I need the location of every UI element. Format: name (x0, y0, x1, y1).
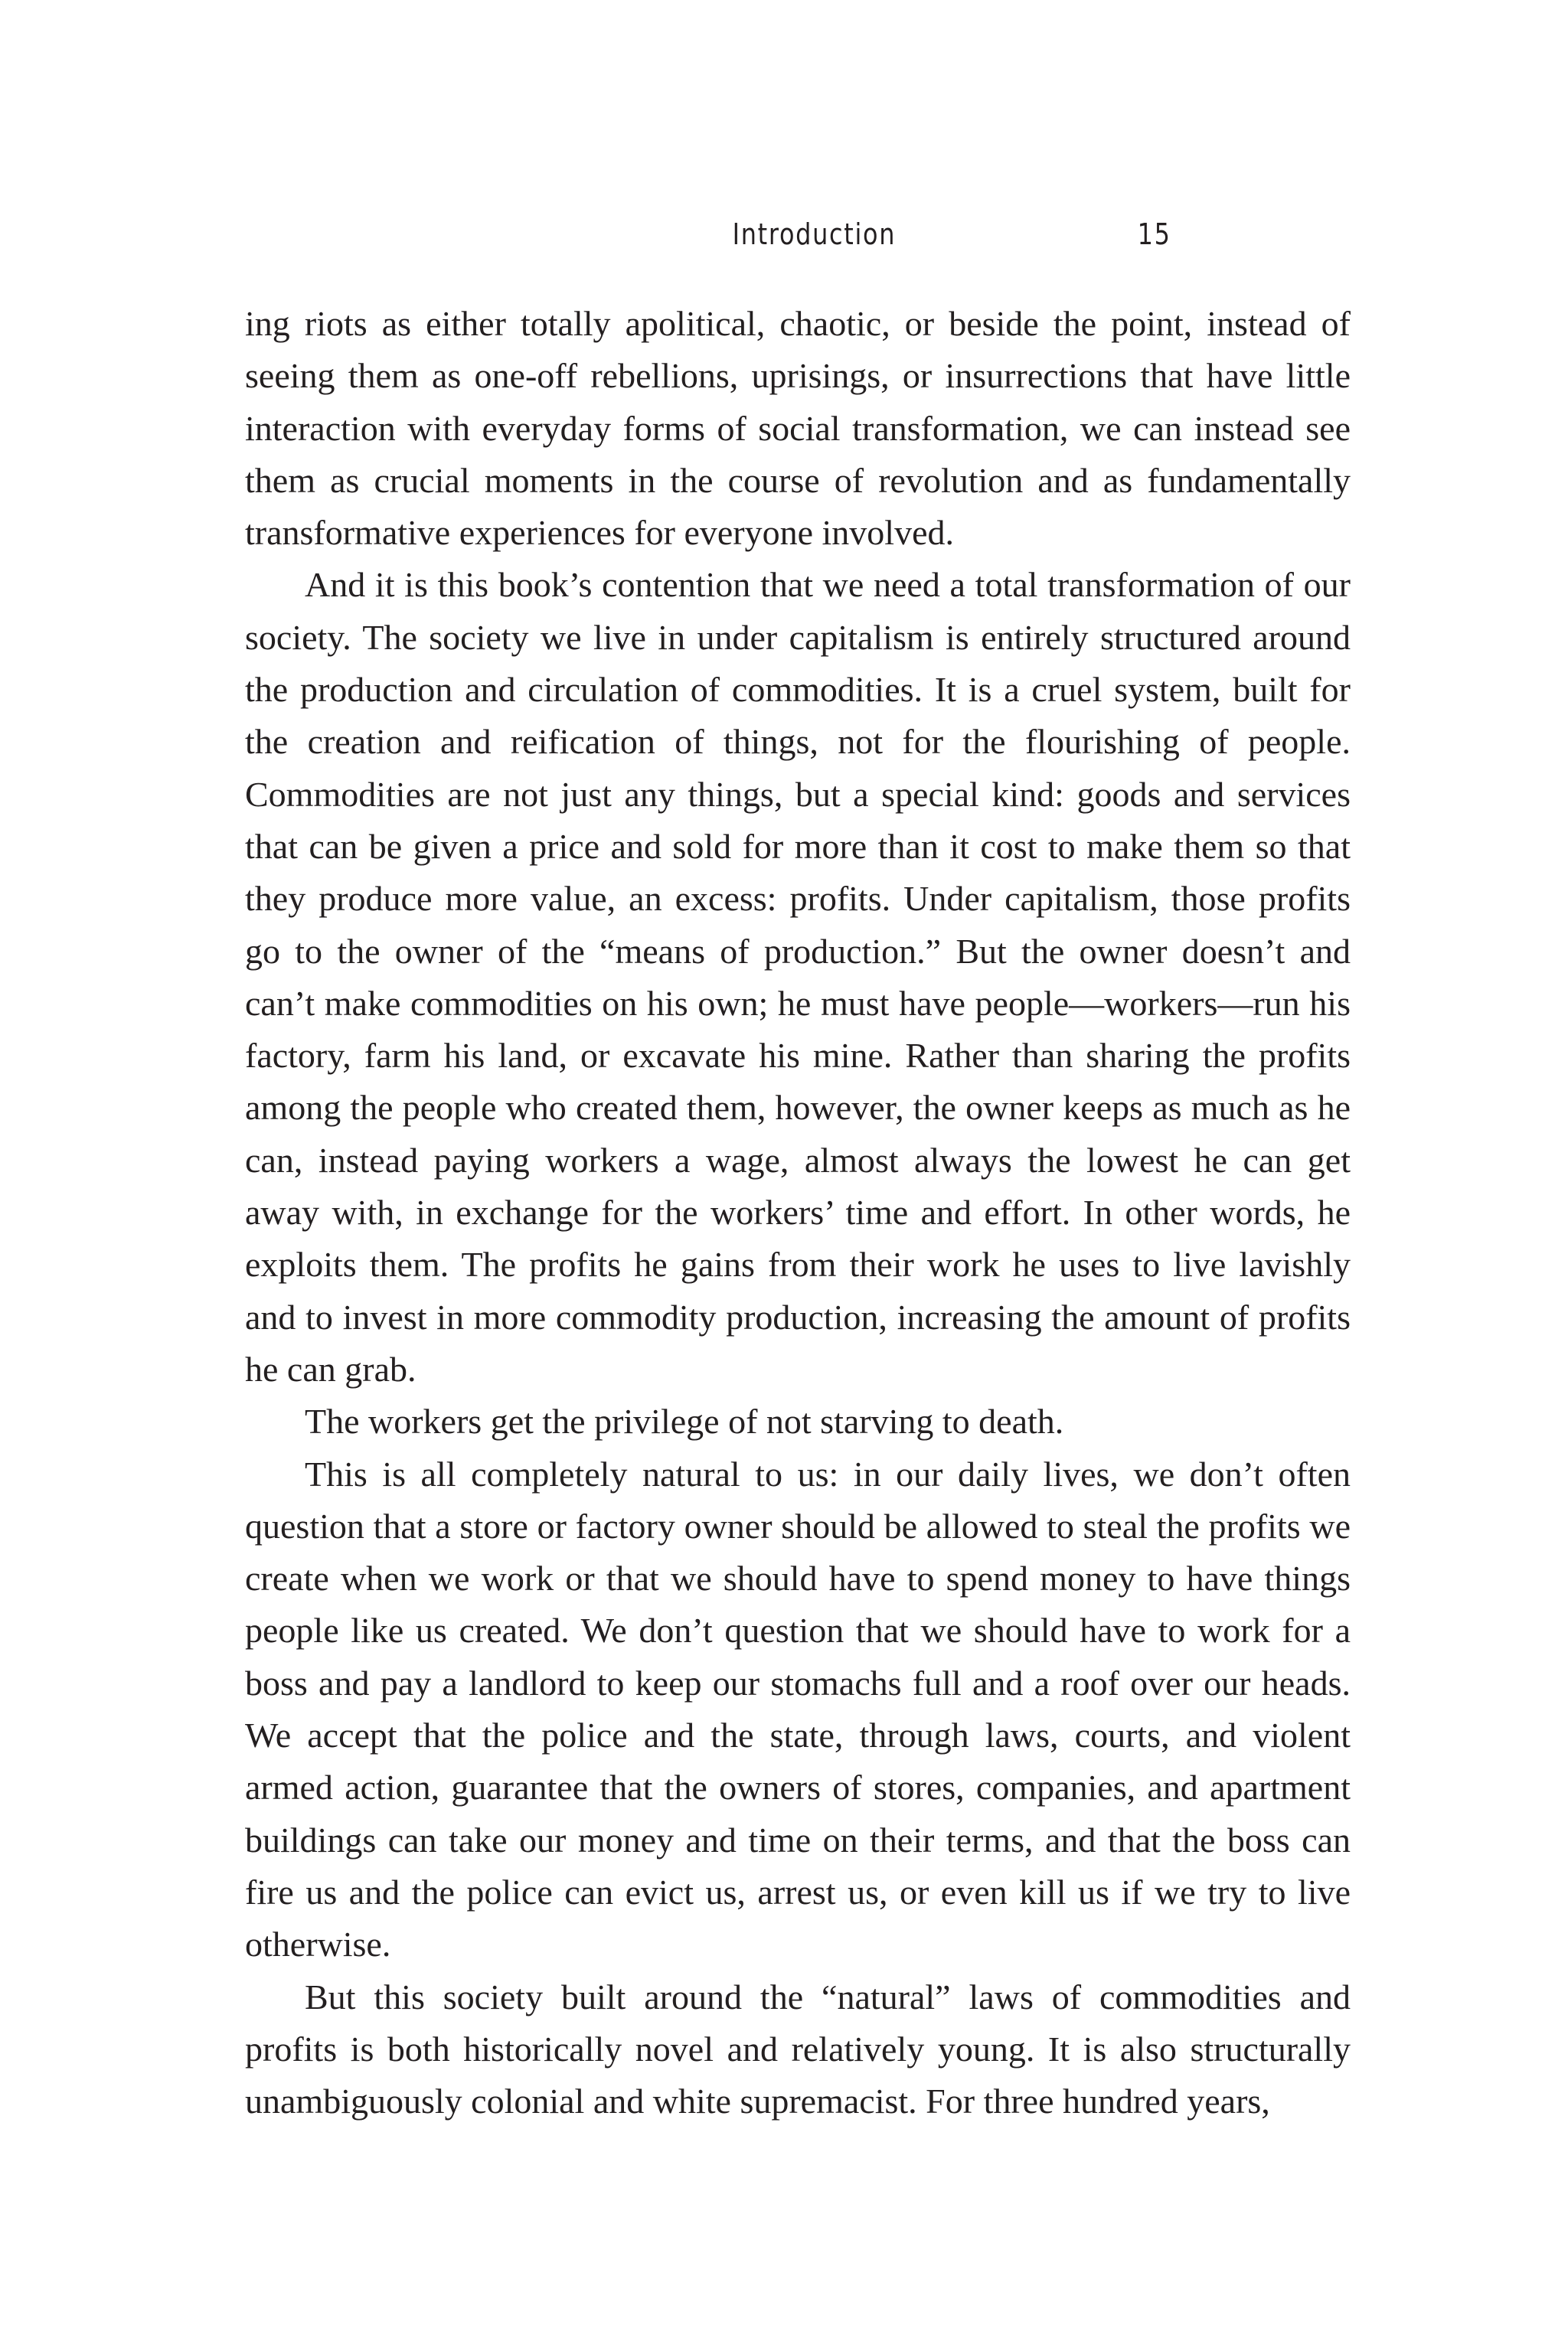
running-head (245, 211, 1171, 257)
section-title: Introduction (732, 217, 897, 251)
paragraph-1: ing riots as either totally apolitical, chaotic, or beside the point, instead of seeing them as one-off rebellions, uprisings, or insurrections that have little interaction with everyday forms of social transformation, we can instead see them as crucial moments in the course of revolution and as fundamentally transformative experiences for everyone involved. (245, 304, 1351, 553)
page-number: 15 (1137, 217, 1171, 251)
paragraph-2: And it is this book’s contention that we need a total transformation of our society. The society we live in under capitalism is entirely structured around the production and circulation of commodities. It is a cruel system, built for the creation and reification of things, not for the flourishing of people. Commodities are not just any things, but a special kind: goods and services that can be given a price and sold for more than it cost to make them so that they produce more value, an excess: profits. Under capitalism, those profits go to the owner of the “means of production.” But the owner doesn’t and can’t make commodities on his own; he must have people—workers—run his factory, farm his land, or excavate his mine. Rather than sharing the profits among the people who created them, however, the owner keeps as much as he can, instead paying workers a wage, almost always the lowest he can get away with, in exchange for the workers’ time and effort. In other words, he exploits them. The profits he gains from their work he uses to live lavishly and to invest in more commodity production, increasing the amount of profits he can grab. (245, 565, 1351, 1389)
paragraph-3: The workers get the privilege of not starving to death. (305, 1402, 1064, 1442)
body-text (245, 298, 1351, 2127)
paragraph-4: This is all completely natural to us: in our daily lives, we don’t often question that a store or factory owner should be allowed to steal the profits we create when we work or that we should have to spend money to have things people like us created. We don’t question that we should have to work for a boss and pay a landlord to keep our stomachs full and a roof over our heads. We accept that the police and the state, through laws, courts, and violent armed action, guarantee that the owners of stores, companies, and apartment buildings can take our money and time on their terms, and that the boss can fire us and the police can evict us, arrest us, or even kill us if we try to live otherwise. (245, 1454, 1351, 1964)
paragraph-5: But this society built around the “natural” laws of commodities and profits is both historically novel and relatively young. It is also structurally unambiguously colonial and white supremacist. For three hundred years, (245, 1977, 1351, 2121)
